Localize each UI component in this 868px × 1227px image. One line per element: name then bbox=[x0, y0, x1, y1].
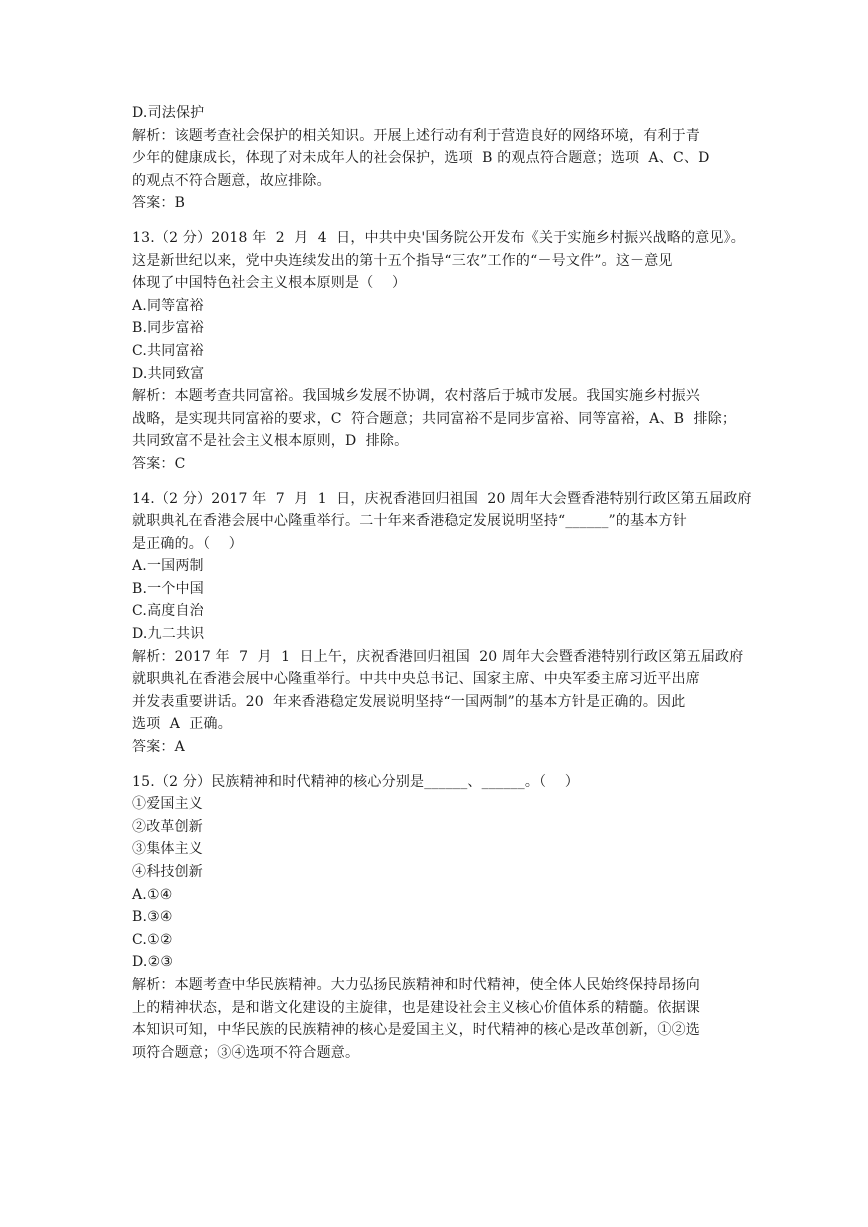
analysis-line: 上的精神状态，是和谐文化建设的主旋律，也是建设社会主义核心价值体系的精髓。依据课 bbox=[132, 999, 700, 1016]
question-stem: 这是新世纪以来，党中央连续发出的第十五个指导“三农”工作的“－号文件”。这－意见 bbox=[132, 252, 673, 269]
question-stem: 15.（2 分）民族精神和时代精神的核心分别是______、______。（ ） bbox=[132, 773, 580, 790]
statement-item: ①爱国主义 bbox=[132, 796, 203, 813]
option-d: D.司法保护 bbox=[132, 105, 205, 121]
analysis-line: 本知识可知，中华民族的民族精神的核心是爱国主义，时代精神的核心是改革创新，①②选 bbox=[132, 1022, 700, 1039]
question-stem: 就职典礼在香港会展中心隆重举行。二十年来香港稳定发展说明坚持“______”的基本方针 bbox=[132, 513, 687, 530]
analysis-line: 的观点不符合题意，故应排除。 bbox=[132, 172, 331, 189]
option-b: B.同步富裕 bbox=[132, 320, 204, 337]
question-13 bbox=[132, 227, 792, 476]
statement-item: ②改革创新 bbox=[132, 818, 203, 835]
document-page bbox=[132, 102, 792, 1064]
option-d: D.共同致富 bbox=[132, 365, 205, 382]
analysis-line: 解析：该题考查社会保护的相关知识。开展上述行动有利于营造良好的网络环境，有利于青 bbox=[132, 127, 700, 144]
question-stem: 14.（2 分）2017 年 7 月 1 日，庆祝香港回归祖国 20 周年大会暨香港特别行政区第五届政府 bbox=[132, 490, 752, 507]
statement-item: ④科技创新 bbox=[132, 864, 203, 880]
answer-line: 答案：A bbox=[132, 739, 185, 756]
question-stem: 13.（2 分）2018 年 2 月 4 日，中共中央'国务院公开发布《关于实施乡村振兴战略的意见》。 bbox=[132, 229, 745, 246]
analysis-line: 战略，是实现共同富裕的要求，C 符合题意；共同富裕不是同步富裕、同等富裕，A、B 排除； bbox=[132, 410, 737, 427]
analysis-line: 选项 A 正确。 bbox=[132, 716, 232, 733]
analysis-line: 解析：2017 年 7 月 1 日上午，庆祝香港回归祖国 20 周年大会暨香港特别行政区第五届政府 bbox=[132, 648, 744, 665]
analysis-line: 共同致富不是社会主义根本原则，D 排除。 bbox=[132, 433, 409, 450]
question-15 bbox=[132, 771, 792, 1065]
question-stem: 体现了中国特色社会主义根本原则是（ ） bbox=[132, 275, 407, 292]
analysis-line: 项符合题意；③④选项不符合题意。 bbox=[132, 1044, 360, 1061]
analysis-line: 解析：本题考查共同富裕。我国城乡发展不协调，农村落后于城市发展。我国实施乡村振兴 bbox=[132, 388, 700, 405]
option-c: C.高度自治 bbox=[132, 603, 204, 620]
option-a: A.一国两制 bbox=[132, 558, 204, 575]
option-b: B.③④ bbox=[132, 909, 173, 926]
answer-line: 答案：C bbox=[132, 455, 186, 472]
option-a: A.①④ bbox=[132, 886, 173, 903]
answer-line: 答案：B bbox=[132, 195, 186, 212]
option-c: C.①② bbox=[132, 931, 173, 948]
analysis-line: 少年的健康成长，体现了对未成年人的社会保护，选项 B 的观点符合题意；选项 A、C、D bbox=[132, 150, 710, 167]
option-d: D.九二共识 bbox=[132, 626, 205, 643]
question-stem: 是正确的。（ ） bbox=[132, 535, 244, 552]
statement-item: ③集体主义 bbox=[132, 841, 203, 858]
option-b: B.一个中国 bbox=[132, 580, 204, 597]
analysis-line: 并发表重要讲话。20 年来香港稳定发展说明坚持“一国两制”的基本方针是正确的。因此 bbox=[132, 693, 686, 710]
analysis-line: 就职典礼在香港会展中心隆重举行。中共中央总书记、国家主席、中央军委主席习近平出席 bbox=[132, 671, 700, 688]
analysis-line: 解析：本题考查中华民族精神。大力弘扬民族精神和时代精神，使全体人民始终保持昂扬向 bbox=[132, 976, 700, 993]
option-c: C.共同富裕 bbox=[132, 342, 204, 359]
question-12 bbox=[132, 102, 792, 215]
option-a: A.同等富裕 bbox=[132, 297, 204, 314]
question-14 bbox=[132, 488, 792, 759]
option-d: D.②③ bbox=[132, 954, 174, 971]
